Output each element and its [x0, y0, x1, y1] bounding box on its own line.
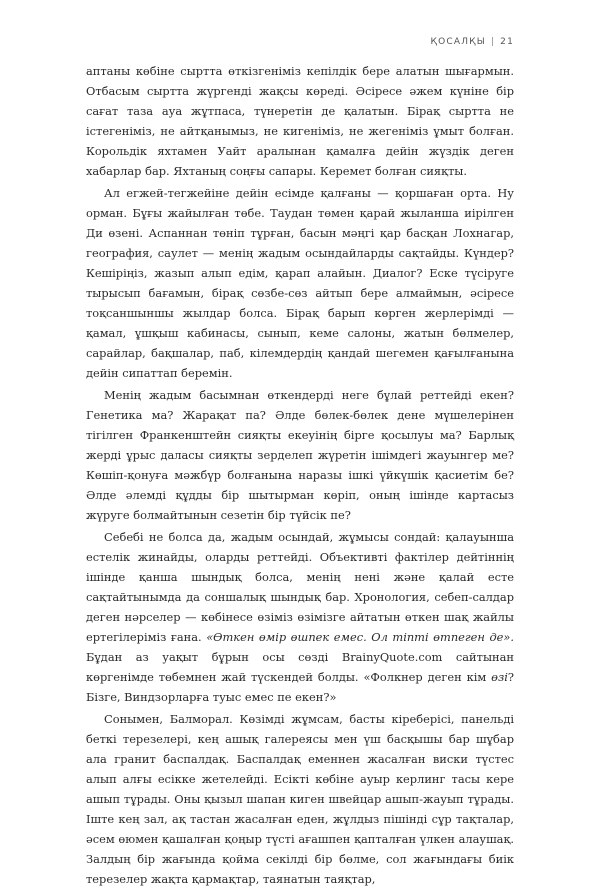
faulkner-quote: «Өткен өмір өшпек емес. Ол тіпті өтпеген де». — [206, 630, 515, 644]
page-number: 21 — [500, 37, 514, 47]
running-head — [430, 37, 514, 47]
paragraph-3: Менің жадым басымнан өткендерді неге бұлай реттейді екен? Генетика ма? Жарақат па? Әлде бөлек-бөлек дене мүшелерінен тігілген Франкенштейн сияқты екеуінің бірге қосылуы ма? Барлық жерді ұрыс даласы сияқты зерделеп жүретін ішімдегі жауынгер ме? Көшіп-қонуға мәжбүр болғанына наразы ішкі үйкүшік қасиетім бе? Әлде әлемді құдды бір шытырман көріп, оның ішінде картасыз жүруге болмайтынын сезетін бір түйсік пе? — [86, 388, 514, 522]
paragraph-4-part-1: Себебі не болса да, жадым осындай, жұмысы сондай: қалауынша естелік жинайды, оларды реттейді. Объективті фактілер дейтіннің ішінде қанша шындық болса, менің нені және қалай есте сақтайтынымда да соншалық шындық бар. Хронология, себеп-салдар деген нәрселер — көбінесе өзіміз өзімізге айтатын өткен шақ жайлы ертегілеріміз ғана. — [86, 530, 514, 644]
emphasis-word: өзі — [491, 670, 508, 684]
header-separator: | — [490, 37, 496, 47]
paragraph-4 — [86, 527, 514, 707]
paragraph-5: Сонымен, Балморал. Көзімді жұмсам, басты кіреберісі, панельді беткі терезелері, кең ашық галереясы мен үш басқышы бар шұбар ала гранит баспалдақ. Баспалдақ еменнен жасалған виски түстес алып алғы есікке жетелейді. Есікті көбіне ауыр керлинг тасы кере ашып тұрады. Оны қызыл шапан киген швейцар ашып-жауып тұрады. Іште кең зал, ақ тастан жасалған еден, жұлдыз пішінді сұр тақталар, әсем өюмен қашалған қоңыр түсті ағашпен қапталған үлкен алаушақ. Залдың бір жағында қойма секілді бір бөлме, сол жағындағы биік терезелер жақта қармақтар, таянатын таяқтар, — [86, 712, 514, 886]
paragraph-2: Ал егжей-тегжейіне дейін есімде қалғаны — қоршаған орта. Ну орман. Бұғы жайылған төбе. Таудан төмен қарай жыланша иірілген Ди өзені. Аспаннан төніп тұрған, басын мәңгі қар басқан Лохнагар, география, саулет — менің жадым осындайларды сақтайды. Күндер? Кешіріңіз, жазып алып едім, қарап алайын. Диалог? Еске түсіруге тырысып бағамын, бірақ сөзбе-сөз айтып бере алмаймын, әсіресе тоқсаншыншы жылдар болса. Бірақ барып көрген жерлерімді — қамал, ұшқыш кабинасы, сынып, кеме салоны, жатын бөлмелер, сарайлар, бақшалар, паб, кілемдердің қандай шегемен қағылғанына дейін сипаттап беремін. — [86, 186, 514, 380]
body-text — [86, 61, 514, 891]
paragraph-4-part-3: ? Бізге, Виндзорларға туыс емес пе екен?» — [86, 670, 514, 704]
paragraph-1: аптаны көбіне сыртта өткізгеніміз кепілдік бере алатын шығармын. Отбасым сыртта жүргенді жақсы көреді. Әсіресе әжем күніне бір сағат таза ауа жұтпаса, түнеретін де қалатын. Бірақ сыртта не істегеніміз, не айтқанымыз, не кигеніміз, не жегеніміз ұмыт болған. Корольдік яхтамен Уайт аралынан қамалға дейін жүздік деген хабарлар бар. Яхтаның соңғы сапары. Керемет болған сияқты. — [86, 64, 514, 178]
section-title: ҚОСАЛҚЫ — [430, 37, 486, 47]
paragraph-4-part-2: Бұдан аз уақыт бұрын осы сөзді BrainyQuote.com сайтынан көргенімде төбемнен жай түскендей болды. «Фолкнер деген кім — [86, 650, 514, 684]
